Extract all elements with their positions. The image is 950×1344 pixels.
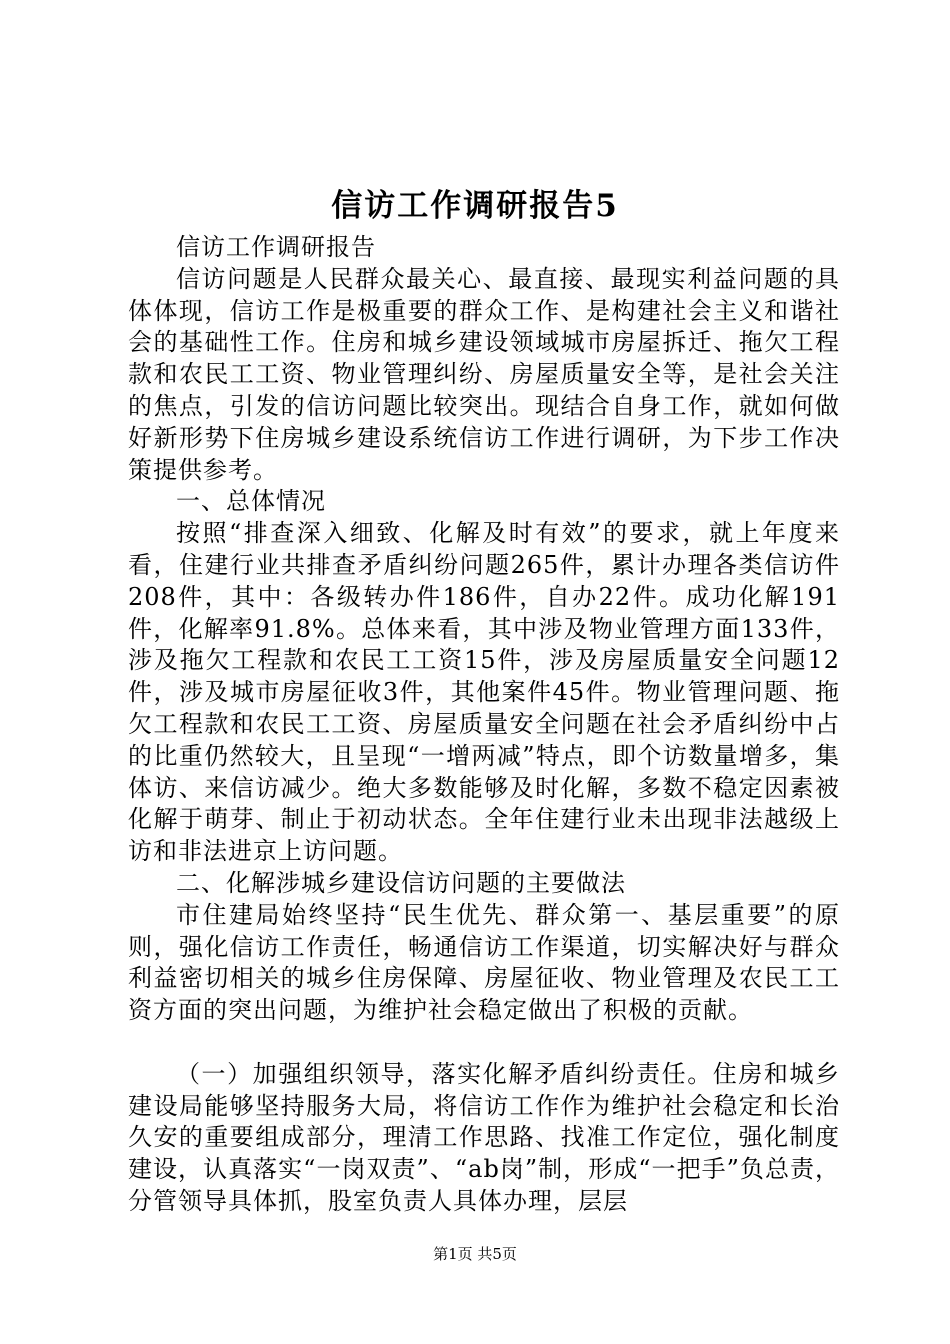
section-heading-practices: 二、化解涉城乡建设信访问题的主要做法	[176, 868, 626, 897]
document-body	[128, 232, 840, 1218]
section-heading-overview: 一、总体情况	[176, 487, 326, 516]
practices-paragraph: 市住建局始终坚持“民生优先、群众第一、基层重要”的原则，强化信访工作责任，畅通信访工作渠道，切实解决好与群众利益密切相关的城乡住房保障、房屋征收、物业管理及农民工工资方面的突出问题，为维护社会稳定做出了积极的贡献。	[128, 900, 840, 1025]
overview-paragraph: 按照“排查深入细致、化解及时有效”的要求，就上年度来看，住建行业共排查矛盾纠纷问题265件，累计办理各类信访件208件，其中：各级转办件186件，自办22件。成功化解191件，化解率91.8%。总体来看，其中涉及物业管理方面133件，涉及拖欠工程款和农民工工资15件，涉及房屋质量安全问题12件，涉及城市房屋征收3件，其他案件45件。物业管理问题、拖欠工程款和农民工工资、房屋质量安全问题在社会矛盾纠纷中占的比重仍然较大，且呈现“一增两减”特点，即个访数量增多，集体访、来信访减少。绝大多数能够及时化解，多数不稳定因素被化解于萌芽、制止于初动状态。全年住建行业未出现非法越级上访和非法进京上访问题。	[128, 519, 840, 866]
intro-paragraph: 信访问题是人民群众最关心、最直接、最现实利益问题的具体体现，信访工作是极重要的群众工作、是构建社会主义和谐社会的基础性工作。住房和城乡建设领域城市房屋拆迁、拖欠工程款和农民工工资、物业管理纠纷、房屋质量安全等，是社会关注的焦点，引发的信访问题比较突出。现结合自身工作，就如何做好新形势下住房城乡建设系统信访工作进行调研，为下步工作决策提供参考。	[128, 264, 840, 484]
paragraph-spacer	[128, 1027, 840, 1059]
document-subtitle: 信访工作调研报告	[176, 233, 376, 261]
practices-subsection-1: （一）加强组织领导，落实化解矛盾纠纷责任。住房和城乡建设局能够坚持服务大局，将信访工作作为维护社会稳定和长治久安的重要组成部分，理清工作思路、找准工作定位，强化制度建设，认真落实“一岗双责”、“ab岗”制，形成“一把手”负总责，分管领导具体抓，股室负责人具体办理，层层	[128, 1059, 840, 1215]
document-title: 信访工作调研报告5	[331, 188, 619, 224]
page-footer: 第1页 共5页	[433, 1245, 517, 1263]
